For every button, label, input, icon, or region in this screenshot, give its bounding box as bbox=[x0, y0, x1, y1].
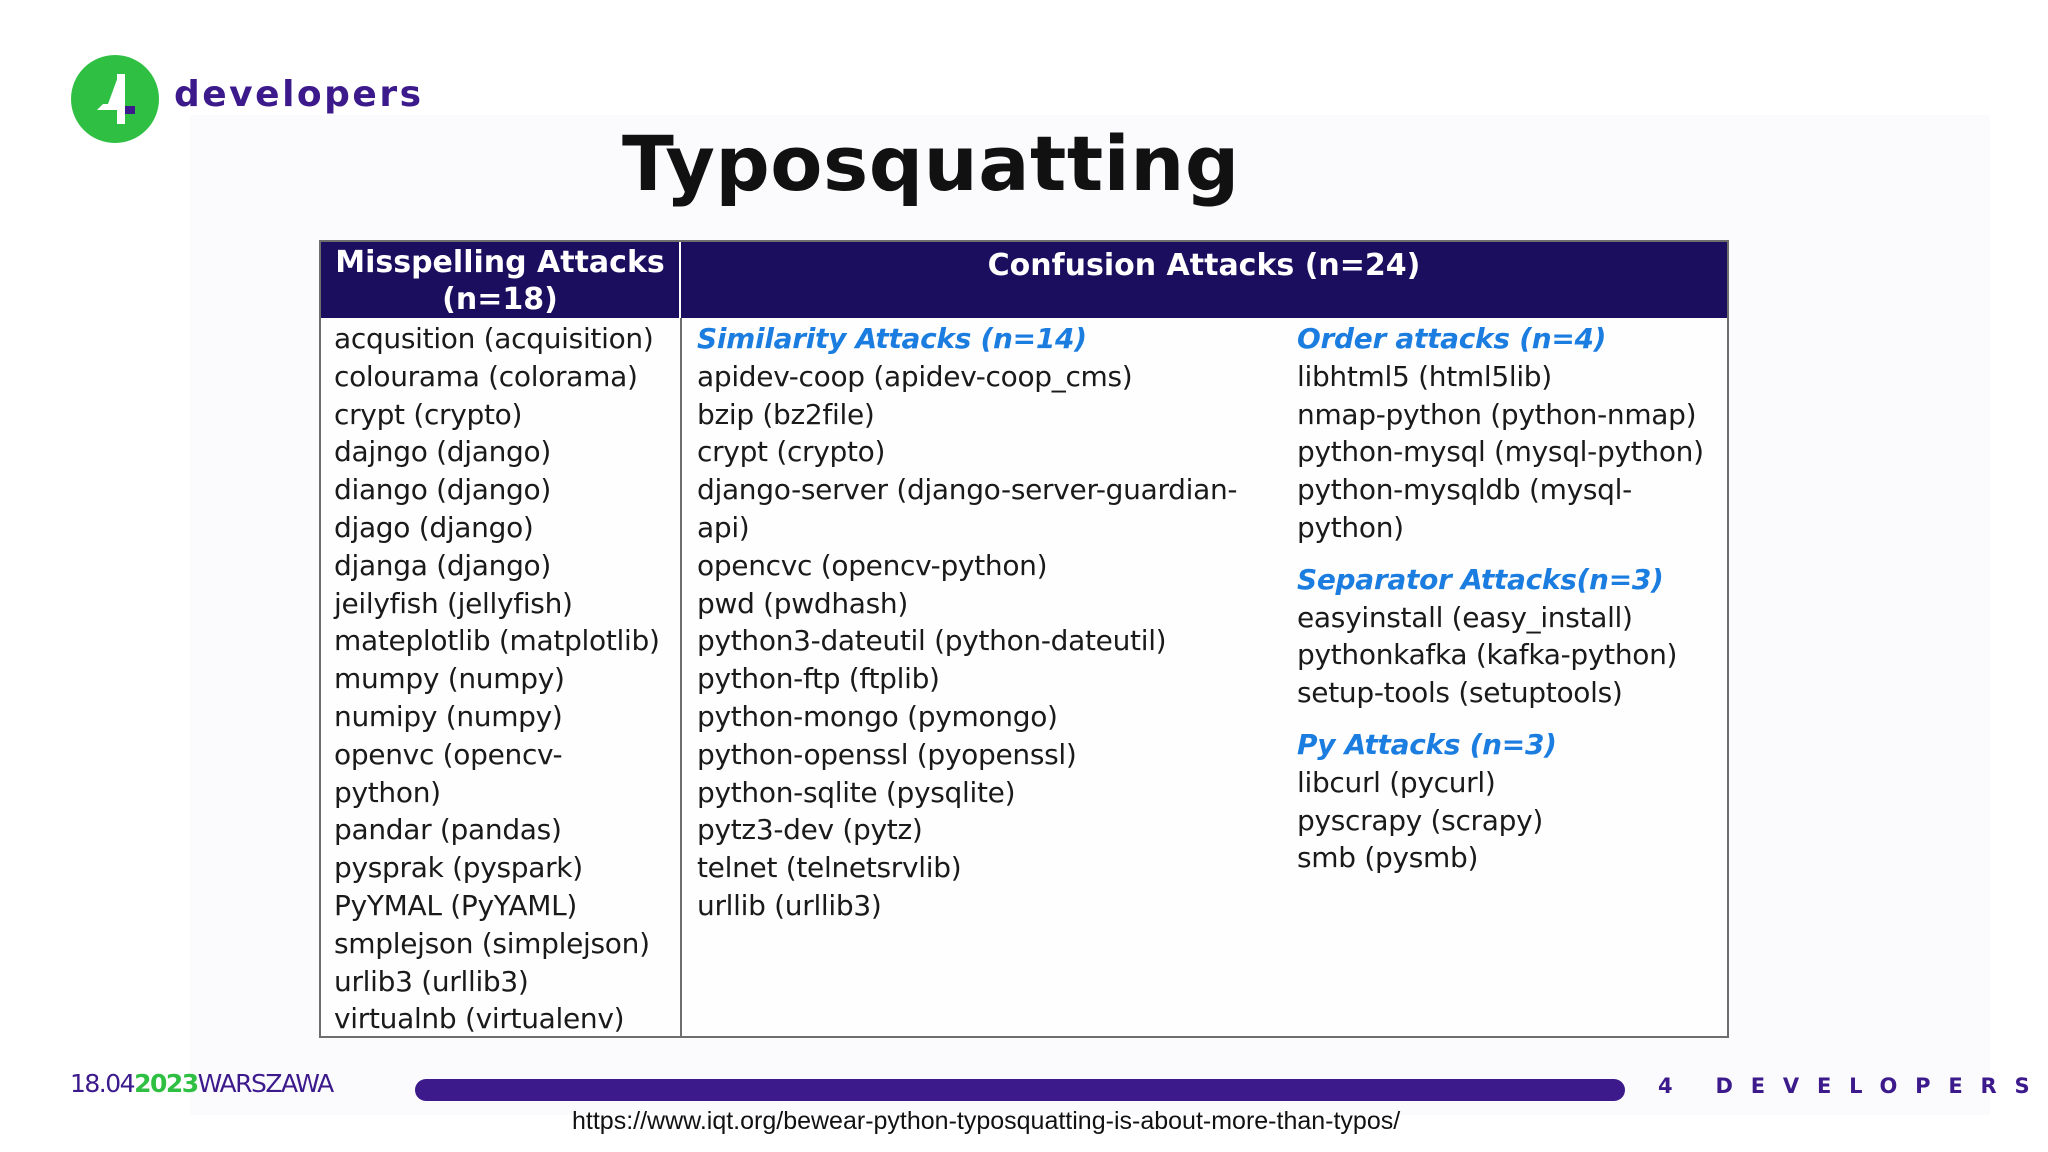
order-attack-item: libhtml5 (html5lib) bbox=[1297, 359, 1552, 393]
similarity-item: bzip (bz2file) bbox=[697, 397, 875, 431]
separator-attacks-heading: Separator Attacks(n=3) bbox=[1297, 562, 1664, 596]
slide-title: Typosquatting bbox=[622, 119, 1240, 208]
py-attack-item: smb (pysmb) bbox=[1297, 841, 1479, 875]
table-header bbox=[321, 242, 1727, 318]
py-attack-item: libcurl (pycurl) bbox=[1297, 765, 1496, 799]
similarity-item: python-sqlite (pysqlite) bbox=[697, 775, 1016, 809]
header-misspelling-line1: Misspelling Attacks bbox=[335, 245, 665, 280]
header-misspelling-attacks bbox=[321, 242, 681, 318]
footer-brand: 4 DEVELOPERS bbox=[1658, 1074, 2048, 1098]
separator-attack-item: setup-tools (setuptools) bbox=[1297, 676, 1623, 710]
misspelling-item: urlib3 (urllib3) bbox=[334, 964, 529, 998]
py-attacks-heading: Py Attacks (n=3) bbox=[1297, 727, 1557, 761]
similarity-item: apidev-coop (apidev-coop_cms) bbox=[697, 359, 1133, 393]
misspelling-item: mateplotlib (matplotlib) bbox=[334, 624, 660, 658]
similarity-item: urllib (urllib3) bbox=[697, 888, 882, 922]
order-attack-item: python) bbox=[1297, 510, 1404, 544]
footer-progress-bar bbox=[415, 1079, 1625, 1101]
event-date-day: 18.04 bbox=[70, 1069, 135, 1098]
separator-attack-item: pythonkafka (kafka-python) bbox=[1297, 638, 1678, 672]
misspelling-item: virtualnb (virtualenv) bbox=[334, 1002, 625, 1036]
brand-logo bbox=[70, 54, 424, 144]
order-attack-item: python-mysql (mysql-python) bbox=[1297, 435, 1704, 469]
misspelling-item: djanga (django) bbox=[334, 548, 551, 582]
other-attacks-list bbox=[1297, 320, 1704, 877]
misspelling-item: smplejson (simplejson) bbox=[334, 926, 650, 960]
misspelling-list bbox=[334, 320, 660, 1038]
separator-attack-item: easyinstall (easy_install) bbox=[1297, 600, 1633, 634]
similarity-list bbox=[697, 320, 1237, 925]
order-attack-item: python-mysqldb (mysql- bbox=[1297, 473, 1632, 507]
similarity-item: telnet (telnetsrvlib) bbox=[697, 851, 962, 885]
misspelling-item: pysprak (pyspark) bbox=[334, 851, 583, 885]
similarity-item: python3-dateutil (python-dateutil) bbox=[697, 624, 1167, 658]
misspelling-item: diango (django) bbox=[334, 473, 551, 507]
event-date-year: 2023 bbox=[134, 1069, 198, 1098]
event-city: WARSZAWA bbox=[197, 1069, 333, 1098]
typosquatting-table bbox=[319, 240, 1729, 1038]
similarity-item: opencvc (opencv-python) bbox=[697, 548, 1048, 582]
similarity-item: api) bbox=[697, 510, 750, 544]
misspelling-item: pandar (pandas) bbox=[334, 813, 562, 847]
similarity-item: python-ftp (ftplib) bbox=[697, 662, 940, 696]
source-url: https://www.iqt.org/bewear-python-typosquatting-is-about-more-than-typos/ bbox=[572, 1107, 1401, 1135]
header-misspelling-line2: (n=18) bbox=[442, 282, 558, 317]
column-divider bbox=[680, 318, 682, 1038]
similarity-item: python-openssl (pyopenssl) bbox=[697, 737, 1077, 771]
similarity-item: python-mongo (pymongo) bbox=[697, 699, 1058, 733]
header-confusion-attacks: Confusion Attacks (n=24) bbox=[987, 248, 1421, 283]
similarity-item: crypt (crypto) bbox=[697, 435, 886, 469]
misspelling-item: PyYMAL (PyYAML) bbox=[334, 888, 578, 922]
misspelling-item: python) bbox=[334, 775, 441, 809]
misspelling-item: mumpy (numpy) bbox=[334, 662, 565, 696]
misspelling-item: numipy (numpy) bbox=[334, 699, 563, 733]
misspelling-item: jeilyfish (jellyfish) bbox=[334, 586, 573, 620]
similarity-item: pwd (pwdhash) bbox=[697, 586, 908, 620]
order-attacks-heading: Order attacks (n=4) bbox=[1297, 322, 1607, 355]
event-date bbox=[70, 1071, 333, 1096]
logo-text: developers bbox=[174, 74, 424, 115]
similarity-attacks-heading: Similarity Attacks (n=14) bbox=[697, 322, 1087, 355]
misspelling-item: colourama (colorama) bbox=[334, 359, 638, 393]
misspelling-item: dajngo (django) bbox=[334, 435, 551, 469]
similarity-item: pytz3-dev (pytz) bbox=[697, 813, 923, 847]
misspelling-item: djago (django) bbox=[334, 510, 534, 544]
order-attack-item: nmap-python (python-nmap) bbox=[1297, 397, 1697, 431]
py-attack-item: pyscrapy (scrapy) bbox=[1297, 803, 1543, 837]
misspelling-item: crypt (crypto) bbox=[334, 397, 523, 431]
misspelling-item: openvc (opencv- bbox=[334, 737, 563, 771]
4developers-logo-icon bbox=[70, 54, 160, 144]
similarity-item: django-server (django-server-guardian- bbox=[697, 473, 1238, 507]
misspelling-item: acqusition (acquisition) bbox=[334, 322, 654, 355]
